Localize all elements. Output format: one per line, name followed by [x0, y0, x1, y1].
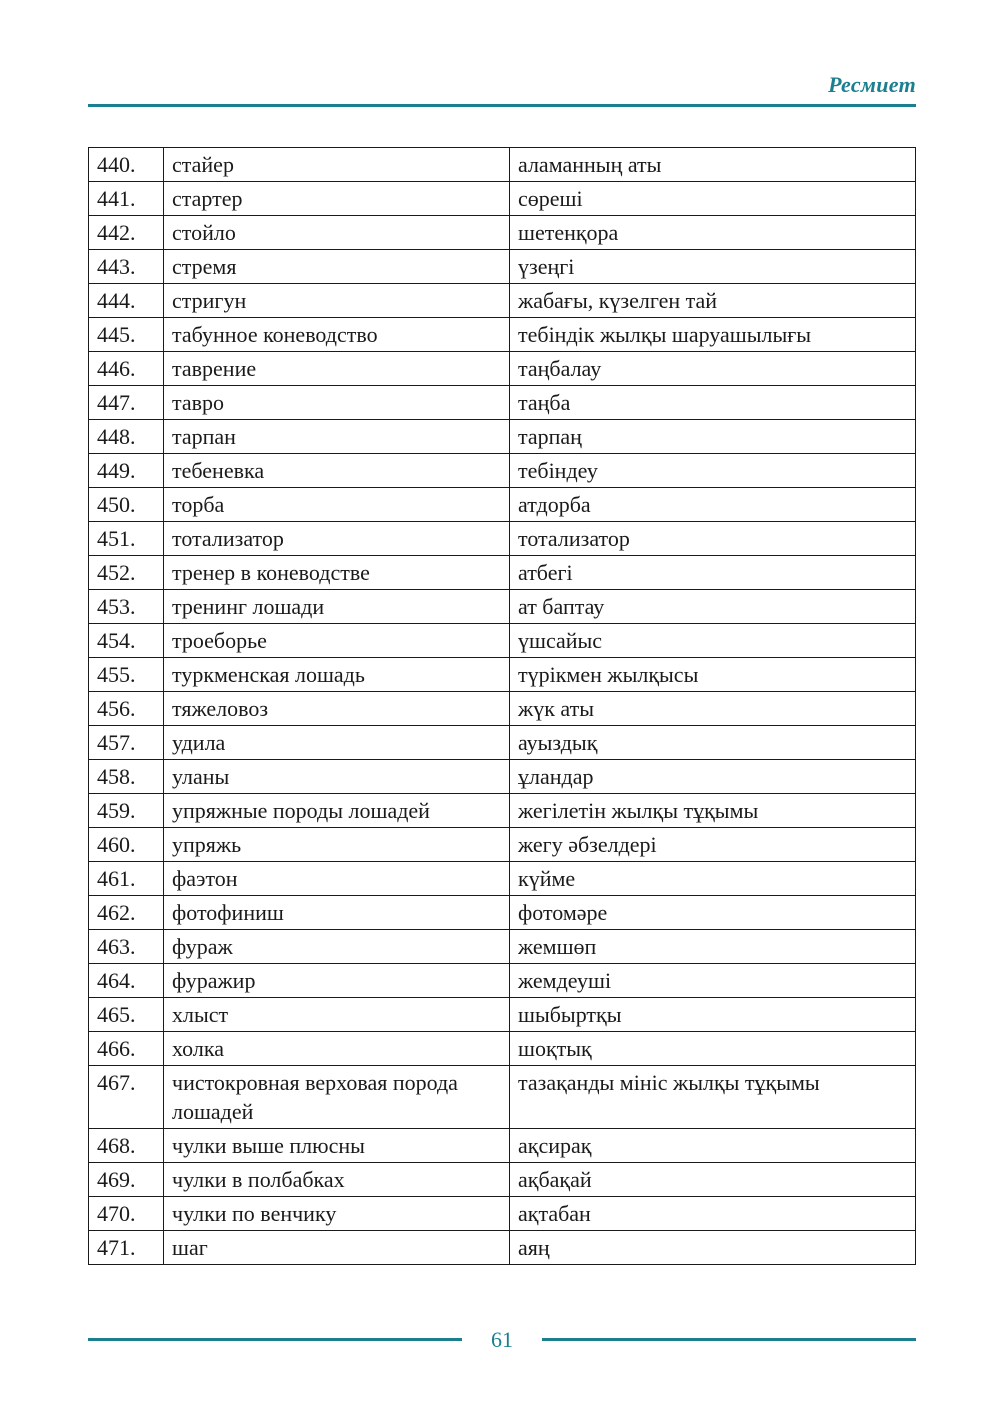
entry-number: 459. — [89, 794, 164, 828]
table-row — [89, 488, 916, 522]
entry-number: 468. — [89, 1129, 164, 1163]
kazakh-term: тазақанды мініс жылқы тұқымы — [510, 1066, 916, 1129]
kazakh-term: ақбақай — [510, 1163, 916, 1197]
kazakh-term: үшсайыс — [510, 624, 916, 658]
entry-number: 462. — [89, 896, 164, 930]
kazakh-term: түрікмен жылқысы — [510, 658, 916, 692]
kazakh-term: күйме — [510, 862, 916, 896]
russian-term: табунное коневодство — [164, 318, 510, 352]
entry-number: 443. — [89, 250, 164, 284]
table-row — [89, 352, 916, 386]
kazakh-term: ақсирақ — [510, 1129, 916, 1163]
russian-term: тяжеловоз — [164, 692, 510, 726]
russian-term: фаэтон — [164, 862, 510, 896]
table-row — [89, 386, 916, 420]
footer-divider-left — [88, 1338, 462, 1341]
kazakh-term: таңба — [510, 386, 916, 420]
table-row — [89, 284, 916, 318]
entry-number: 454. — [89, 624, 164, 658]
table-row — [89, 1197, 916, 1231]
entry-number: 470. — [89, 1197, 164, 1231]
russian-term: тренинг лошади — [164, 590, 510, 624]
table-row — [89, 556, 916, 590]
russian-term: туркменская лошадь — [164, 658, 510, 692]
table-row — [89, 216, 916, 250]
kazakh-term: ат баптау — [510, 590, 916, 624]
table-row — [89, 1129, 916, 1163]
kazakh-term: ұландар — [510, 760, 916, 794]
russian-term: холка — [164, 1032, 510, 1066]
entry-number: 446. — [89, 352, 164, 386]
russian-term: чулки выше плюсны — [164, 1129, 510, 1163]
kazakh-term: жабағы, күзелген тай — [510, 284, 916, 318]
russian-term: хлыст — [164, 998, 510, 1032]
kazakh-term: таңбалау — [510, 352, 916, 386]
table-row — [89, 794, 916, 828]
kazakh-term: жемшөп — [510, 930, 916, 964]
glossary-table — [88, 147, 916, 1265]
table-row — [89, 522, 916, 556]
kazakh-term: шоқтық — [510, 1032, 916, 1066]
russian-term: стригун — [164, 284, 510, 318]
kazakh-term: сөреші — [510, 182, 916, 216]
entry-number: 441. — [89, 182, 164, 216]
kazakh-term: тарпаң — [510, 420, 916, 454]
russian-term: стартер — [164, 182, 510, 216]
kazakh-term: атбегі — [510, 556, 916, 590]
entry-number: 467. — [89, 1066, 164, 1129]
russian-term: торба — [164, 488, 510, 522]
kazakh-term: шетенқора — [510, 216, 916, 250]
table-row — [89, 590, 916, 624]
entry-number: 458. — [89, 760, 164, 794]
russian-term: троеборье — [164, 624, 510, 658]
russian-term: упряжь — [164, 828, 510, 862]
entry-number: 450. — [89, 488, 164, 522]
russian-term: фуражир — [164, 964, 510, 998]
table-row — [89, 420, 916, 454]
table-row — [89, 1163, 916, 1197]
russian-term: стойло — [164, 216, 510, 250]
kazakh-term: шыбыртқы — [510, 998, 916, 1032]
kazakh-term: тебіндік жылқы шаруашылығы — [510, 318, 916, 352]
kazakh-term: аяң — [510, 1231, 916, 1265]
entry-number: 447. — [89, 386, 164, 420]
table-row — [89, 760, 916, 794]
entry-number: 460. — [89, 828, 164, 862]
table-row — [89, 964, 916, 998]
entry-number: 465. — [89, 998, 164, 1032]
table-row — [89, 624, 916, 658]
entry-number: 442. — [89, 216, 164, 250]
table-row — [89, 896, 916, 930]
table-row — [89, 1066, 916, 1129]
kazakh-term: тебіндеу — [510, 454, 916, 488]
entry-number: 448. — [89, 420, 164, 454]
table-row — [89, 828, 916, 862]
table-row — [89, 862, 916, 896]
table-row — [89, 318, 916, 352]
russian-term: тотализатор — [164, 522, 510, 556]
entry-number: 449. — [89, 454, 164, 488]
entry-number: 471. — [89, 1231, 164, 1265]
table-row — [89, 250, 916, 284]
entry-number: 444. — [89, 284, 164, 318]
russian-term: тебеневка — [164, 454, 510, 488]
kazakh-term: жегу әбзелдері — [510, 828, 916, 862]
footer-divider-right — [542, 1338, 916, 1341]
kazakh-term: ауыздық — [510, 726, 916, 760]
page-number: 61 — [491, 1327, 513, 1352]
entry-number: 440. — [89, 148, 164, 182]
kazakh-term: тотализатор — [510, 522, 916, 556]
russian-term: шаг — [164, 1231, 510, 1265]
russian-term: тарпан — [164, 420, 510, 454]
russian-term: чистокровная верховая порода лошадей — [164, 1066, 510, 1129]
entry-number: 457. — [89, 726, 164, 760]
russian-term: тренер в коневодстве — [164, 556, 510, 590]
entry-number: 445. — [89, 318, 164, 352]
table-row — [89, 1231, 916, 1265]
table-row — [89, 692, 916, 726]
entry-number: 461. — [89, 862, 164, 896]
russian-term: таврение — [164, 352, 510, 386]
entry-number: 466. — [89, 1032, 164, 1066]
russian-term: стайер — [164, 148, 510, 182]
table-row — [89, 148, 916, 182]
russian-term: удила — [164, 726, 510, 760]
russian-term: тавро — [164, 386, 510, 420]
glossary-table-body — [89, 148, 916, 1265]
page-header-title: Ресмиет — [828, 72, 916, 97]
kazakh-term: жемдеуші — [510, 964, 916, 998]
entry-number: 453. — [89, 590, 164, 624]
entry-number: 452. — [89, 556, 164, 590]
entry-number: 463. — [89, 930, 164, 964]
kazakh-term: ақтабан — [510, 1197, 916, 1231]
kazakh-term: аламанның аты — [510, 148, 916, 182]
table-row — [89, 726, 916, 760]
table-row — [89, 454, 916, 488]
kazakh-term: атдорба — [510, 488, 916, 522]
entry-number: 464. — [89, 964, 164, 998]
table-row — [89, 1032, 916, 1066]
entry-number: 455. — [89, 658, 164, 692]
table-row — [89, 998, 916, 1032]
russian-term: уланы — [164, 760, 510, 794]
entry-number: 451. — [89, 522, 164, 556]
table-row — [89, 930, 916, 964]
entry-number: 456. — [89, 692, 164, 726]
table-row — [89, 658, 916, 692]
russian-term: чулки в полбабках — [164, 1163, 510, 1197]
kazakh-term: жегілетін жылқы тұқымы — [510, 794, 916, 828]
russian-term: фураж — [164, 930, 510, 964]
russian-term: чулки по венчику — [164, 1197, 510, 1231]
russian-term: упряжные породы лошадей — [164, 794, 510, 828]
kazakh-term: фотомәре — [510, 896, 916, 930]
russian-term: фотофиниш — [164, 896, 510, 930]
kazakh-term: үзеңгі — [510, 250, 916, 284]
russian-term: стремя — [164, 250, 510, 284]
table-row — [89, 182, 916, 216]
kazakh-term: жүк аты — [510, 692, 916, 726]
header-divider — [88, 104, 916, 107]
entry-number: 469. — [89, 1163, 164, 1197]
